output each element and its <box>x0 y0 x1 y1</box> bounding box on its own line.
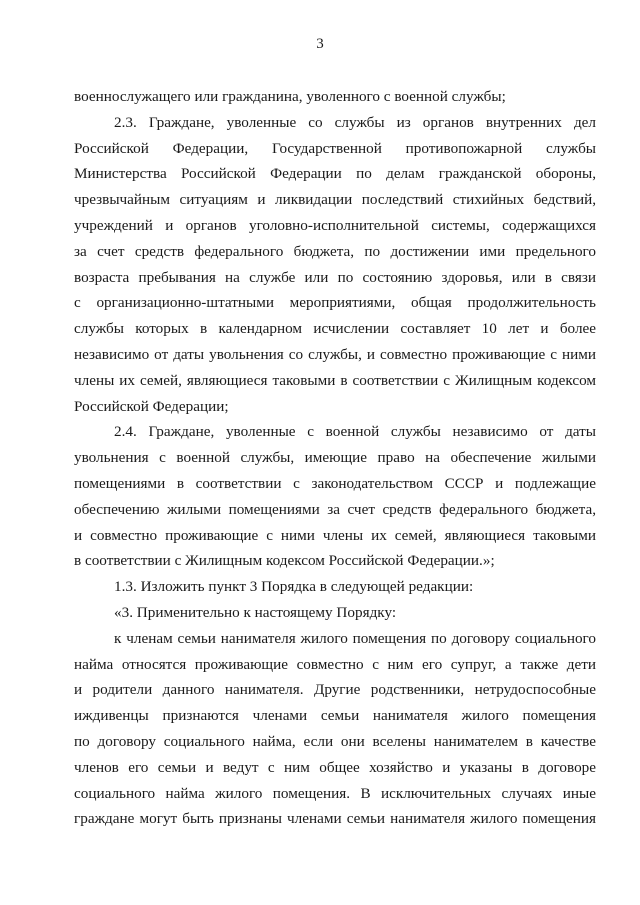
text-line: к членам семьи нанимателя жилого помещения по договору социального <box>114 629 596 647</box>
text-line: помещениями в соответствии с законодательством СССР и подлежащие <box>74 474 596 492</box>
text-line: и совместно проживающие с ними члены их семей, являющиеся таковыми <box>74 526 596 544</box>
text-line: найма относятся проживающие совместно с ним его супруг, а также дети <box>74 655 596 673</box>
text-line: независимо от даты увольнения со службы, и совместно проживающие с ними <box>74 345 596 363</box>
text-line: с организационно-штатными мероприятиями, общая продолжительность <box>74 294 596 312</box>
document-body <box>74 84 596 832</box>
text-line: службы которых в календарном исчислении составляет 10 лет и более <box>74 320 596 338</box>
text-line: граждане могут быть признаны членами семьи нанимателя жилого помещения <box>74 810 596 828</box>
text-line: Российской Федерации; <box>74 397 229 415</box>
text-line: чрезвычайным ситуациям и ликвидации последствий стихийных бедствий, <box>74 191 596 209</box>
text-line: члены их семей, являющиеся таковыми в соответствии с Жилищным кодексом <box>74 371 596 389</box>
text-line: обеспечению жилыми помещениями за счет средств федерального бюджета, <box>74 500 596 518</box>
text-line: 2.4. Граждане, уволенные с военной службы независимо от даты <box>114 423 596 441</box>
text-line: «3. Применительно к настоящему Порядку: <box>114 603 397 621</box>
text-line: в соответствии с Жилищным кодексом Российской Федерации.»; <box>74 552 495 570</box>
text-line: членов его семьи и ведут с ним общее хозяйство и указаны в договоре <box>74 758 596 776</box>
text-line: по договору социального найма, если они вселены нанимателем в качестве <box>74 732 596 750</box>
text-line: военнослужащего или гражданина, уволенного с военной службы; <box>74 88 506 105</box>
text-line: возраста пребывания на службе или по состоянию здоровья, или в связи <box>74 268 596 286</box>
text-line: 2.3. Граждане, уволенные со службы из органов внутренних дел <box>114 113 596 131</box>
text-line: Российской Федерации, Государственной противопожарной службы <box>74 139 596 157</box>
text-line: 1.3. Изложить пункт 3 Порядка в следующей редакции: <box>114 578 474 596</box>
text-line: и родители данного нанимателя. Другие родственники, нетрудоспособные <box>74 681 596 699</box>
text-line: учреждений и органов уголовно-исполнительной системы, содержащихся <box>74 216 596 234</box>
text-line: за счет средств федерального бюджета, по достижении ими предельного <box>74 242 596 260</box>
text-line: увольнения с военной службы, имеющие право на обеспечение жилыми <box>74 449 596 467</box>
text-line: социального найма жилого помещения. В исключительных случаях иные <box>74 784 596 802</box>
text-line: иждивенцы признаются членами семьи нанимателя жилого помещения <box>74 707 596 725</box>
page-number: 3 <box>316 36 324 52</box>
text-line: Министерства Российской Федерации по делам гражданской обороны, <box>74 165 596 183</box>
